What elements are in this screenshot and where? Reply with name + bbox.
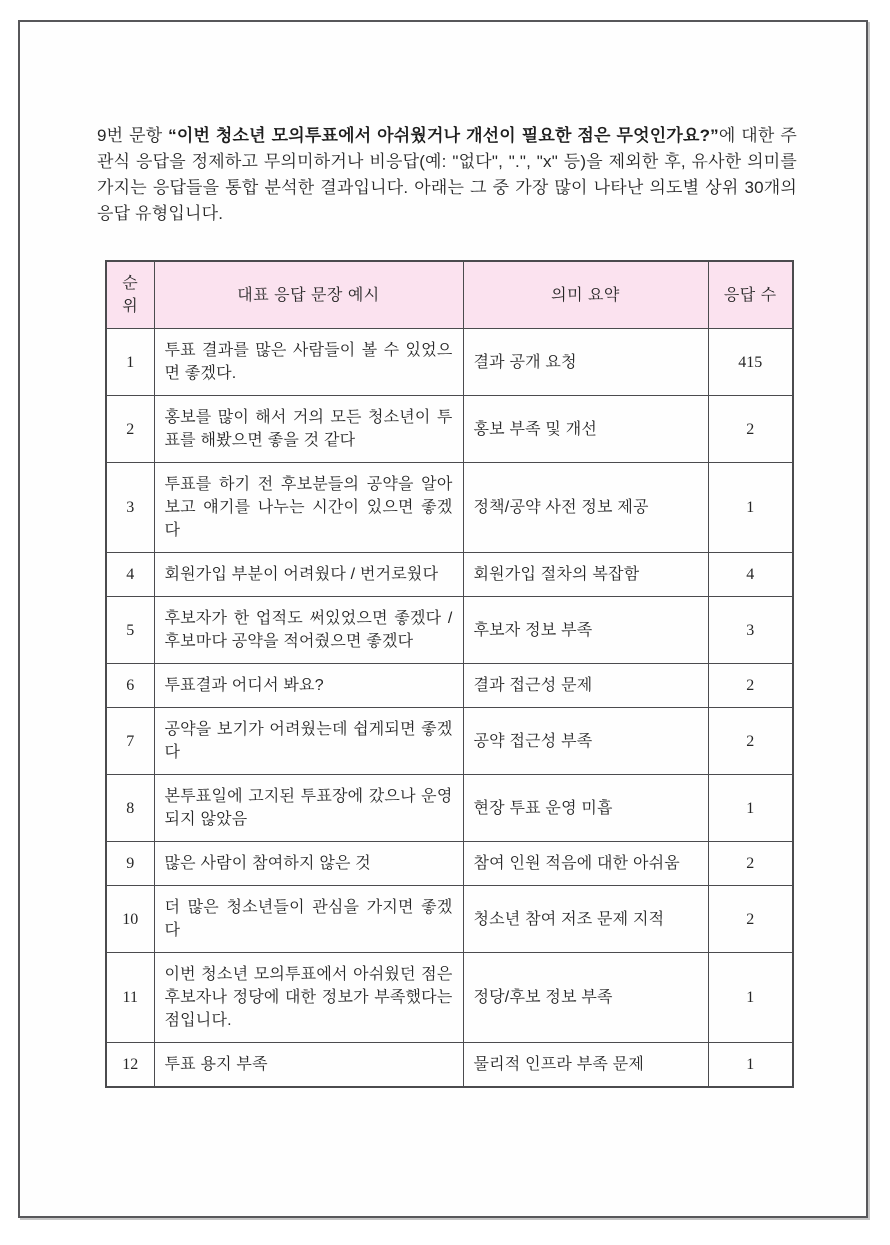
cell-rank: 8 [106, 775, 154, 842]
table-row [106, 553, 793, 597]
cell-rank: 4 [106, 553, 154, 597]
cell-example: 홍보를 많이 해서 거의 모든 청소년이 투표를 해봤으면 좋을 것 같다 [154, 396, 463, 463]
cell-summary: 결과 접근성 문제 [463, 664, 708, 708]
cell-count: 2 [708, 664, 793, 708]
cell-example: 투표 용지 부족 [154, 1043, 463, 1088]
cell-summary: 홍보 부족 및 개선 [463, 396, 708, 463]
cell-count: 1 [708, 1043, 793, 1088]
intro-paragraph [97, 123, 797, 227]
cell-example: 본투표일에 고지된 투표장에 갔으나 운영되지 않았음 [154, 775, 463, 842]
cell-summary: 참여 인원 적음에 대한 아쉬움 [463, 842, 708, 886]
cell-summary: 현장 투표 운영 미흡 [463, 775, 708, 842]
cell-summary: 회원가입 절차의 복잡함 [463, 553, 708, 597]
page-content [20, 22, 866, 1088]
cell-count: 2 [708, 708, 793, 775]
cell-summary: 청소년 참여 저조 문제 지적 [463, 886, 708, 953]
table-row [106, 664, 793, 708]
cell-summary: 후보자 정보 부족 [463, 597, 708, 664]
cell-count: 3 [708, 597, 793, 664]
cell-count: 2 [708, 842, 793, 886]
cell-example: 더 많은 청소년들이 관심을 가지면 좋겠다 [154, 886, 463, 953]
cell-example: 후보자가 한 업적도 써있었으면 좋겠다 / 후보마다 공약을 적어줬으면 좋겠다 [154, 597, 463, 664]
cell-count: 4 [708, 553, 793, 597]
table-row [106, 463, 793, 553]
response-type-table [105, 260, 794, 1088]
cell-rank: 10 [106, 886, 154, 953]
table-row [106, 842, 793, 886]
cell-rank: 9 [106, 842, 154, 886]
header-summary: 의미 요약 [463, 261, 708, 329]
cell-example: 투표를 하기 전 후보분들의 공약을 알아보고 얘기를 나누는 시간이 있으면 좋겠다 [154, 463, 463, 553]
cell-rank: 2 [106, 396, 154, 463]
cell-summary: 정당/후보 정보 부족 [463, 953, 708, 1043]
cell-count: 415 [708, 329, 793, 396]
table-header-row [106, 261, 793, 329]
cell-rank: 7 [106, 708, 154, 775]
table-row [106, 886, 793, 953]
table-row [106, 708, 793, 775]
header-count: 응답 수 [708, 261, 793, 329]
cell-summary: 정책/공약 사전 정보 제공 [463, 463, 708, 553]
cell-rank: 12 [106, 1043, 154, 1088]
table-row [106, 775, 793, 842]
intro-rest: 에 대한 주관식 응답을 정제하고 무의미하거나 비응답(예: "없다", ".", "x" 등)을 제외한 후, 유사한 의미를 가지는 응답들을 통합 분석한 결과입니다. 아래는 그 중 가장 많이 나타난 의도별 상위 30개의 응답 유형입니다. [97, 126, 797, 223]
cell-example: 공약을 보기가 어려웠는데 쉽게되면 좋겠다 [154, 708, 463, 775]
cell-example: 투표 결과를 많은 사람들이 볼 수 있었으면 좋겠다. [154, 329, 463, 396]
cell-summary: 결과 공개 요청 [463, 329, 708, 396]
cell-count: 2 [708, 396, 793, 463]
header-rank: 순위 [106, 261, 154, 329]
cell-rank: 11 [106, 953, 154, 1043]
survey-question-bold: “이번 청소년 모의투표에서 아쉬웠거나 개선이 필요한 점은 무엇인가요?” [168, 126, 719, 145]
table-row [106, 1043, 793, 1088]
cell-rank: 3 [106, 463, 154, 553]
cell-example: 회원가입 부분이 어려웠다 / 번거로웠다 [154, 553, 463, 597]
table-row [106, 329, 793, 396]
cell-summary: 물리적 인프라 부족 문제 [463, 1043, 708, 1088]
cell-count: 1 [708, 953, 793, 1043]
cell-rank: 5 [106, 597, 154, 664]
cell-example: 많은 사람이 참여하지 않은 것 [154, 842, 463, 886]
cell-count: 2 [708, 886, 793, 953]
cell-example: 이번 청소년 모의투표에서 아쉬웠던 점은 후보자나 정당에 대한 정보가 부족했다는 점입니다. [154, 953, 463, 1043]
table-row [106, 396, 793, 463]
cell-rank: 6 [106, 664, 154, 708]
cell-summary: 공약 접근성 부족 [463, 708, 708, 775]
table-row [106, 953, 793, 1043]
cell-count: 1 [708, 775, 793, 842]
document-page [18, 20, 868, 1218]
header-example: 대표 응답 문장 예시 [154, 261, 463, 329]
cell-count: 1 [708, 463, 793, 553]
table-row [106, 597, 793, 664]
cell-rank: 1 [106, 329, 154, 396]
intro-prefix: 9번 문항 [97, 126, 169, 145]
cell-example: 투표결과 어디서 봐요? [154, 664, 463, 708]
